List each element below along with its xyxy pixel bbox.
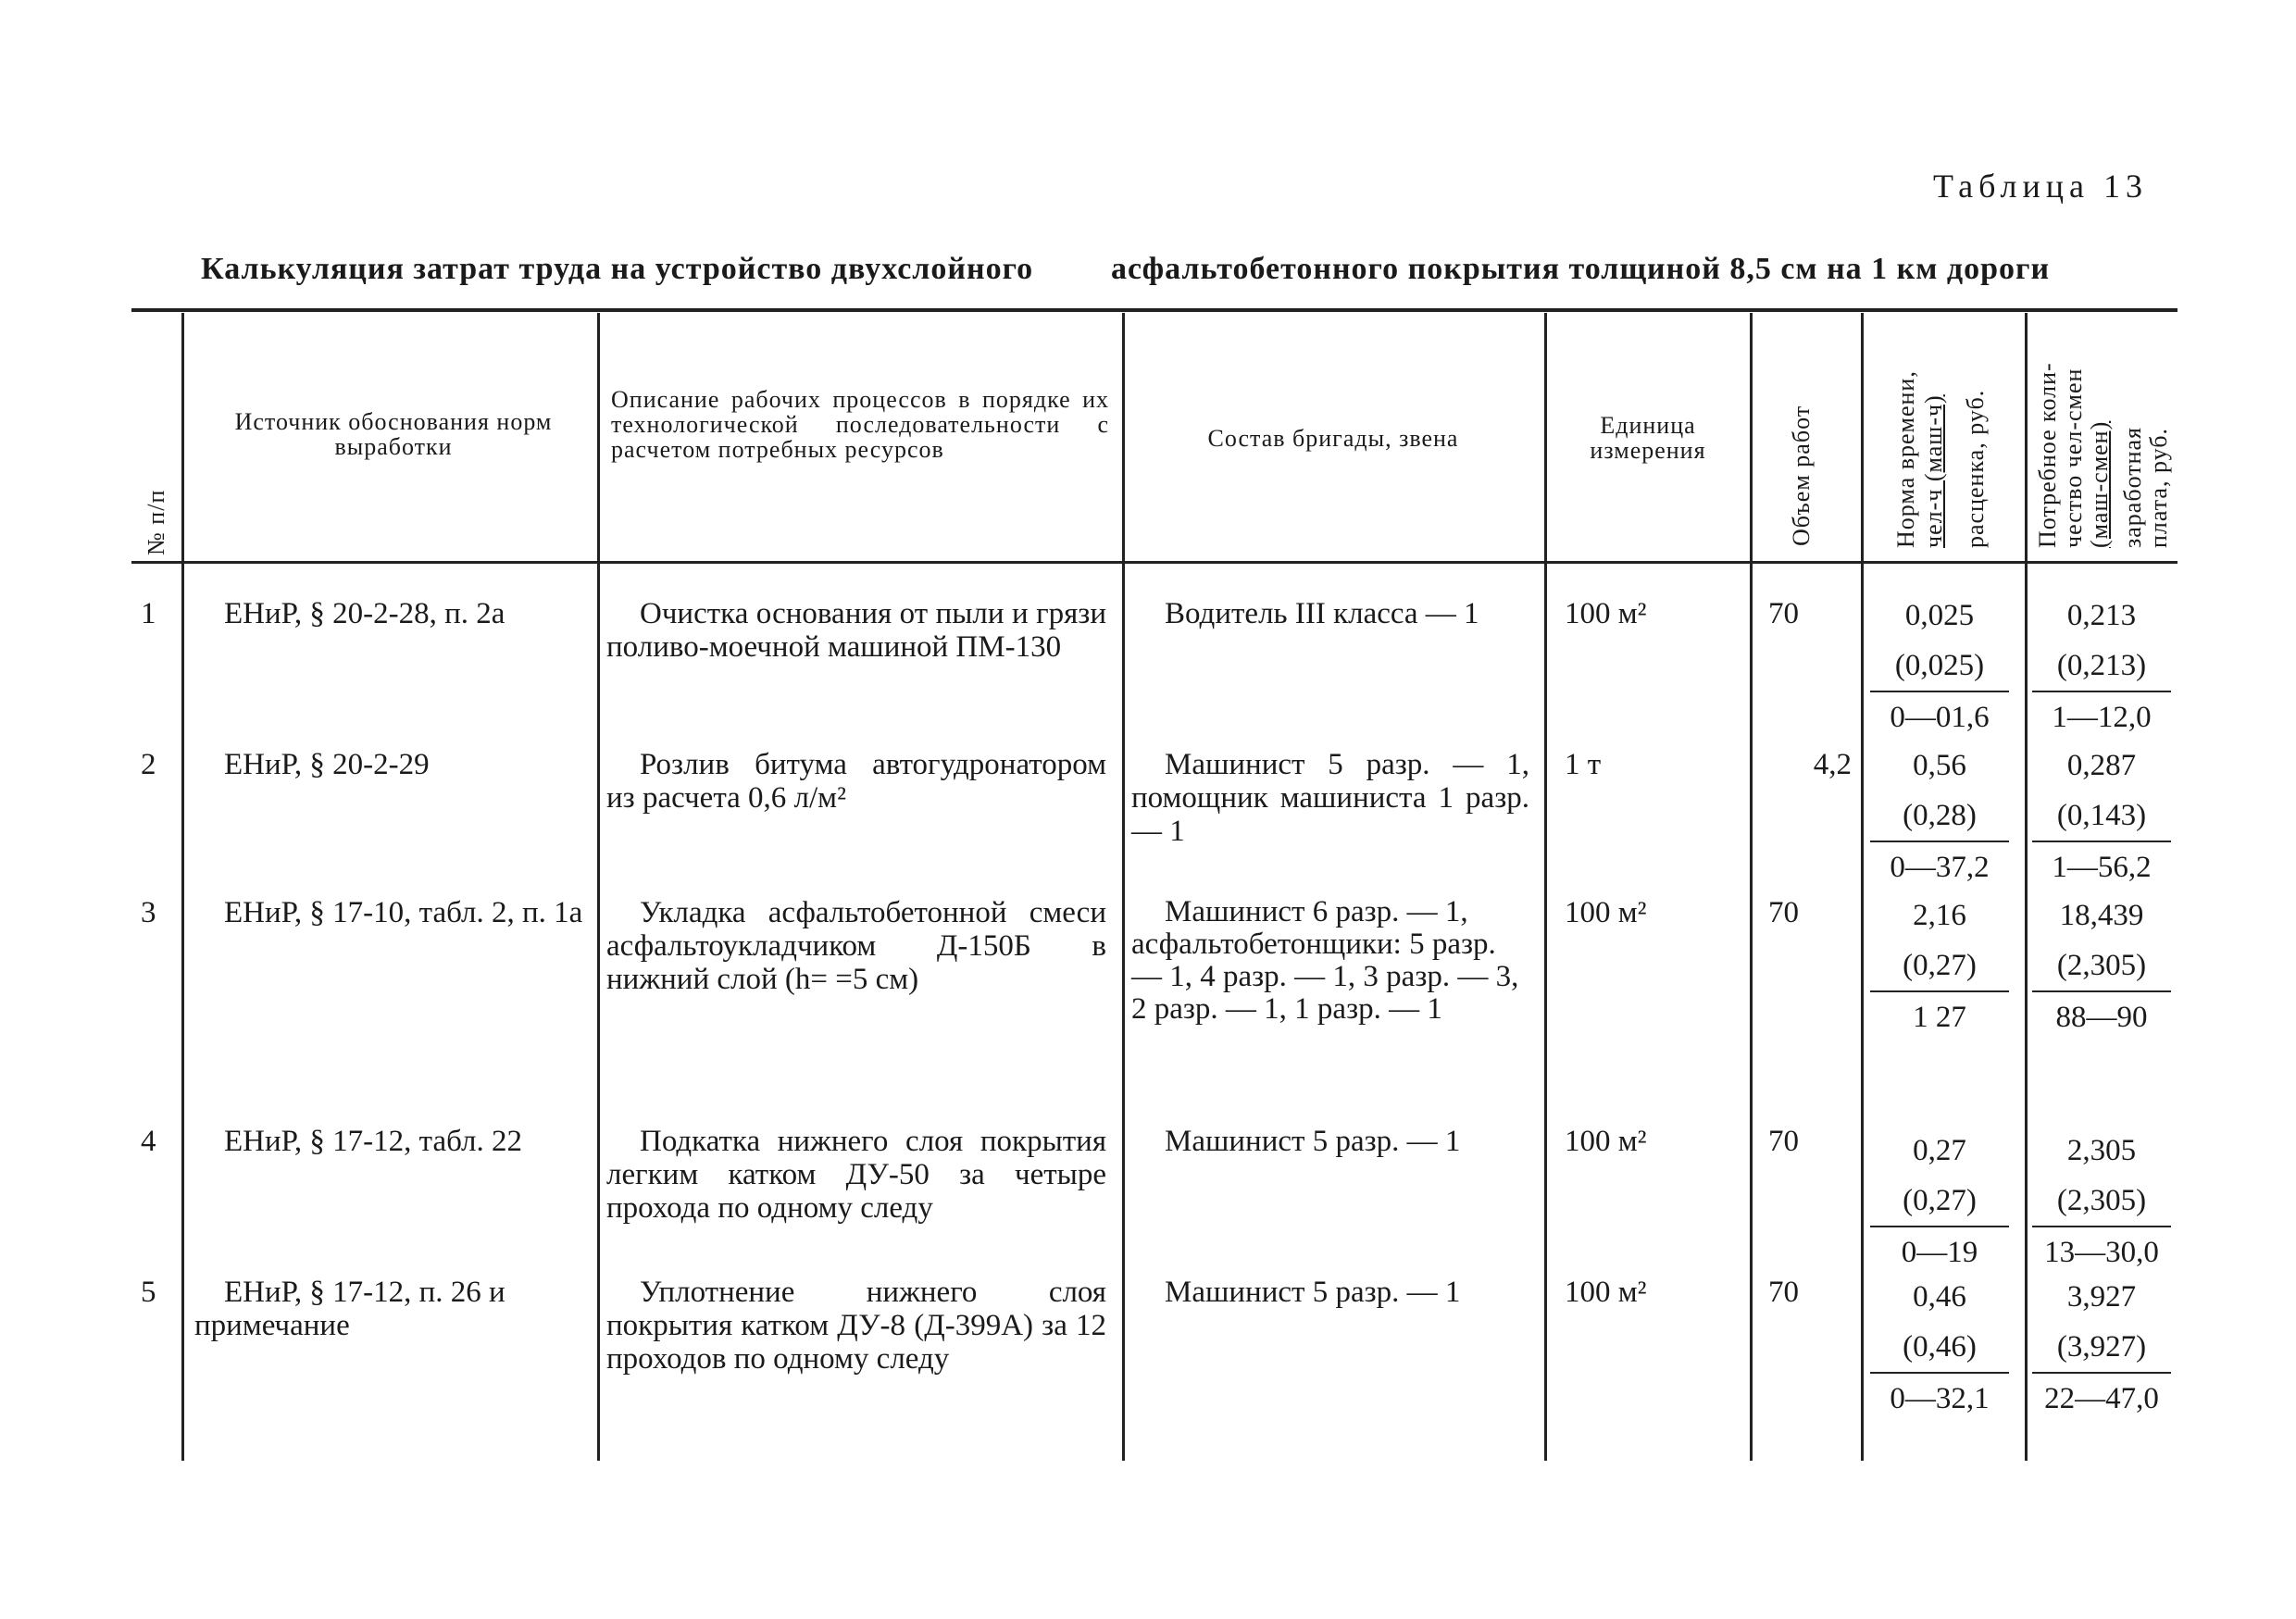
row-2-norm-machine: (0,28) [1870,791,2009,842]
row-4-crew: Машинист 5 разр. — 1 [1165,1125,1461,1158]
row-5-unit: 100 м² [1565,1276,1647,1309]
column-divider [181,313,184,1461]
row-1-description: Очистка основания от пыли и грязи поливо-моечной машиной ПМ-130 [606,597,1106,664]
row-2-source: ЕНиР, § 20-2-29 [224,748,430,781]
row-2-num: 2 [141,748,156,781]
row-1-volume: 70 [1768,597,1799,630]
row-5-need-wages: 22—47,0 [2044,1382,2159,1415]
row-2-description: Розлив битума автогудронатором из расчета 0,6 л/м² [606,748,1106,815]
row-3-description: Укладка асфальтобетонной смеси асфальтоукладчиком Д-150Б в нижний слой (h= =5 см) [606,896,1106,996]
row-1-num: 1 [141,597,156,630]
row-2-volume: 4,2 [1813,748,1852,781]
row-2-need-wages: 1—56,2 [2052,851,2152,884]
row-4-need-machine: (2,305) [2032,1176,2171,1227]
row-1-norm-machine: (0,025) [1870,641,2009,692]
row-4-need [2032,1126,2171,1277]
header-need-machine-shifts: (маш-смен) [2086,420,2113,548]
row-2-crew: Машинист 5 разр. — 1, помощник машиниста 1 разр. — 1 [1131,748,1529,848]
row-5-norm-time: 0,46 [1913,1280,1966,1314]
row-5-norm-machine: (0,46) [1870,1322,2009,1374]
row-5-num: 5 [141,1276,156,1309]
row-4-norm-time: 0,27 [1913,1134,1966,1167]
header-crew: Состав бригады, звена [1207,425,1459,452]
row-5-need-qty: 3,927 [2066,1280,2137,1314]
row-1-norm-time: 0,025 [1904,599,1975,632]
row-1-need-machine: (0,213) [2032,641,2171,692]
row-5-need-machine: (3,927) [2032,1322,2171,1374]
row-4-need-qty: 2,305 [2066,1134,2137,1167]
table-top-rule [131,308,2177,312]
row-2-need [2032,741,2171,892]
row-4-description: Подкатка нижнего слоя покрытия легким катком ДУ-50 за четыре прохода по одному следу [606,1125,1106,1225]
row-1-norm [1870,591,2009,742]
row-3-need-wages: 88—90 [2055,1001,2148,1034]
row-2-need-qty: 0,287 [2066,749,2137,782]
row-5-description: Уплотнение нижнего слоя покрытия катком ДУ-8 (Д-399А) за 12 проходов по одному следу [606,1276,1106,1376]
column-divider [1122,313,1125,1461]
row-3-norm-rate: 1 27 [1913,1001,1966,1034]
table-number-label: Таблица 13 [1933,168,2148,205]
row-2-norm-rate: 0—37,2 [1890,851,1990,884]
header-unit: Единица измерения [1590,412,1706,464]
row-3-volume: 70 [1768,896,1799,929]
table-title-continued: асфальтобетонного покрытия толщиной 8,5 см на 1 км дороги [1111,252,2051,286]
row-1-norm-rate: 0—01,6 [1890,701,1990,734]
row-5-norm-rate: 0—32,1 [1890,1382,1990,1415]
row-5-norm [1870,1272,2009,1424]
row-3-need [2032,890,2171,1042]
row-4-norm-rate: 0—19 [1901,1236,1978,1269]
row-5-crew: Машинист 5 разр. — 1 [1165,1276,1461,1309]
row-2-norm-time: 0,56 [1913,749,1966,782]
header-norm-rate: расценка, руб. [1962,389,1989,548]
row-3-norm [1870,890,2009,1042]
row-3-need-machine: (2,305) [2032,940,2171,992]
row-4-source: ЕНиР, § 17-12, табл. 22 [224,1125,523,1158]
column-divider [2025,313,2028,1461]
header-volume: Объем работ [1788,405,1815,546]
row-2-need-machine: (0,143) [2032,791,2171,842]
row-2-unit: 1 т [1565,748,1602,781]
row-4-need-wages: 13—30,0 [2044,1236,2159,1269]
row-1-unit: 100 м² [1565,597,1647,630]
row-3-source: ЕНиР, § 17-10, табл. 2, п. 1а [224,896,583,929]
row-4-unit: 100 м² [1565,1125,1647,1158]
row-3-need-qty: 18,439 [2059,899,2144,932]
row-4-norm [1870,1126,2009,1277]
row-3-unit: 100 м² [1565,896,1647,929]
header-norm-units: чел-ч (маш-ч) [1920,394,1947,548]
row-5-volume: 70 [1768,1276,1799,1309]
header-need-wages: заработная [2119,426,2146,548]
row-1-need [2032,591,2171,742]
row-5-need [2032,1272,2171,1424]
row-3-norm-time: 2,16 [1913,899,1966,932]
header-norm-time: Норма времени, [1892,370,1919,548]
header-description: Описание рабочих процессов в порядке их технологической последовательности с расчетом потребных ресурсов [611,386,1109,463]
header-need-shifts: чество чел-смен [2060,367,2087,548]
header-num: № п/п [143,489,169,555]
header-bottom-rule [131,561,2177,564]
column-divider [1750,313,1753,1461]
row-4-volume: 70 [1768,1125,1799,1158]
row-3-crew: Машинист 6 разр. — 1, асфальтобетонщики: 5 разр. — 1, 4 разр. — 1, 3 разр. — 3, 2 разр. — 1, 1 разр. — 1 [1131,895,1519,1026]
row-3-num: 3 [141,896,156,929]
table-title: Калькуляция затрат труда на устройство двухслойного [201,252,1034,286]
column-divider [597,313,600,1461]
row-2-norm [1870,741,2009,892]
row-4-num: 4 [141,1125,156,1158]
row-1-need-qty: 0,213 [2066,599,2137,632]
row-1-source: ЕНиР, § 20-2-28, п. 2а [224,597,505,630]
header-source: Источник обоснования норм выработки [234,408,553,460]
column-divider [1861,313,1864,1461]
column-divider [1544,313,1547,1461]
row-3-norm-machine: (0,27) [1870,940,2009,992]
row-4-norm-machine: (0,27) [1870,1176,2009,1227]
row-1-need-wages: 1—12,0 [2052,701,2152,734]
row-1-crew: Водитель III класса — 1 [1165,597,1479,630]
header-need-wages-units: плата, руб. [2145,427,2172,548]
row-5-source: ЕНиР, § 17-12, п. 26 и примечание [194,1276,505,1342]
header-need-qty: Потребное коли- [2034,362,2061,548]
